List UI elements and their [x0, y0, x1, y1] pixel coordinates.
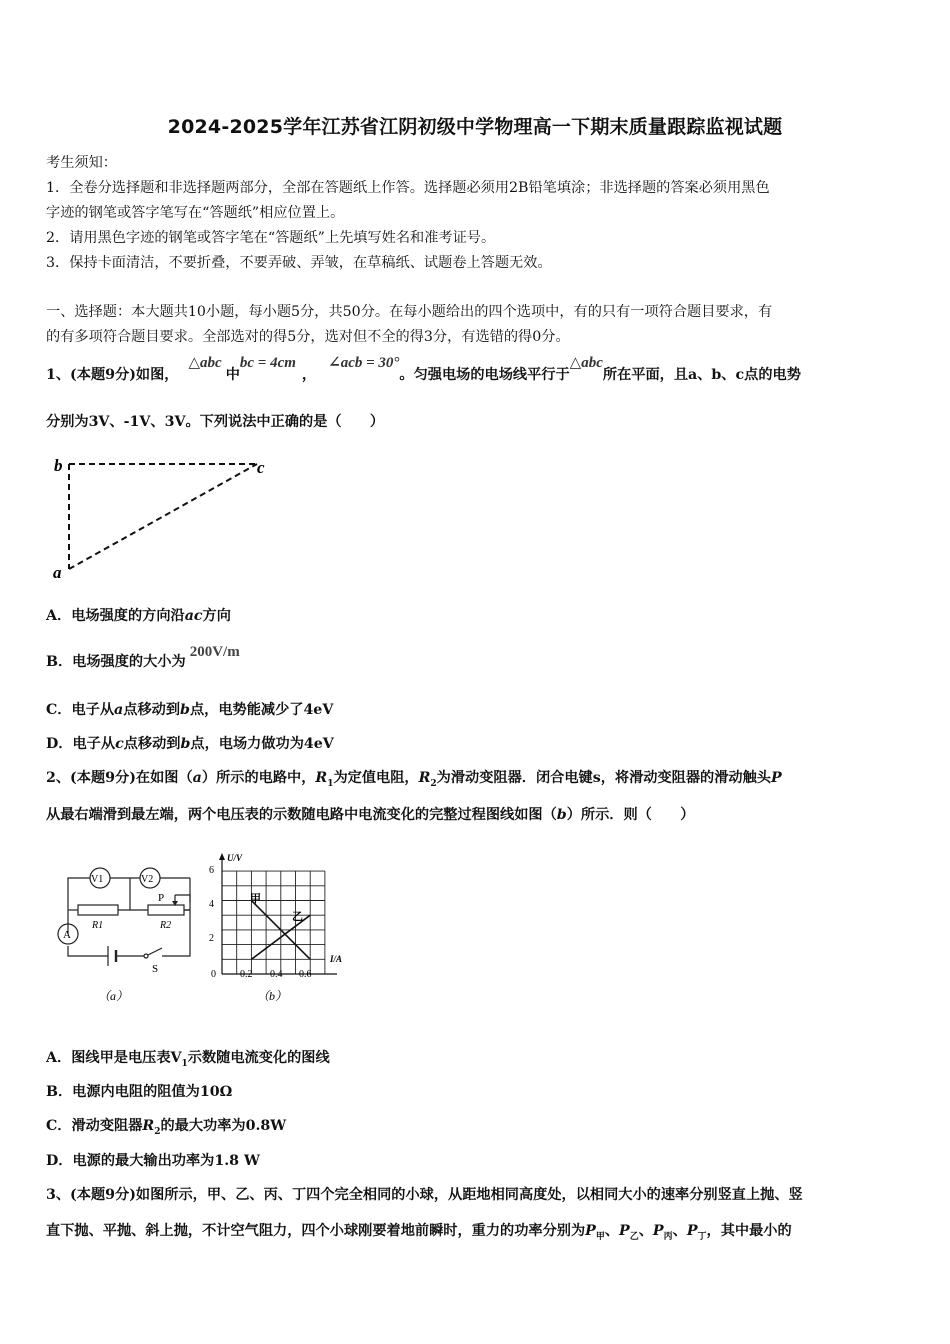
q1-math-angle: ∠acb = 30° [328, 355, 400, 371]
q1-option-a-text-end: 方向 [202, 608, 231, 624]
q1-stem-part: 1、(本题9分)如图， [46, 367, 179, 383]
q3-sub: 甲 [595, 1231, 605, 1242]
q2-option-c [46, 1116, 908, 1142]
slider-p [175, 895, 190, 902]
graph-ytick-4: 4 [209, 899, 214, 910]
q3-text: 直下抛、平抛、斜上抛，不计空气阻力，四个小球刚要着地前瞬时，重力的功率分别为 [46, 1223, 586, 1239]
notice-heading: 考生须知： [46, 155, 117, 171]
q2-var: R [418, 770, 431, 786]
q2-option-c-var: R [142, 1118, 155, 1134]
q2-stem-line-2 [46, 805, 908, 825]
q1-option-c-text: 点移动到 [123, 702, 181, 718]
circuit-wire [68, 946, 108, 956]
q1-option-d [46, 734, 908, 754]
graph-label-jia: 甲 [250, 893, 261, 905]
notice-item-2: 2．请用黑色字迹的钢笔或答字笔在“答题纸”上先填写姓名和准考证号。 [46, 230, 496, 246]
q2-text: ）所示的电路中， [201, 770, 316, 786]
q2-option-a [46, 1048, 908, 1074]
q1-stem-part: ， [301, 367, 317, 383]
q1-option-d-text-end: 点，电场力做功为4eV [190, 736, 334, 752]
q1-triangle-figure [50, 452, 280, 582]
circuit-wire [68, 878, 90, 934]
graph-ytick-0: 0 [211, 969, 216, 980]
graph-xtick-0.6: 0.6 [299, 969, 312, 980]
q2-text: 为滑动变阻器．闭合电键s，将滑动变阻器的滑动触头 [436, 770, 771, 786]
q3-var: P [652, 1223, 664, 1239]
q2-stem-line-1 [46, 768, 908, 794]
q2-option-a-text: A．图线甲是电压表V [46, 1050, 182, 1066]
q2-option-b: B．电源内电阻的阻值为10Ω [46, 1084, 233, 1100]
circuit-wire [162, 910, 190, 956]
graph-x-label: I/A [330, 954, 343, 964]
graph-ytick-6: 6 [209, 865, 214, 876]
q1-option-c-text: C．电子从 [46, 702, 115, 718]
q3-var: P [585, 1223, 596, 1239]
q3-sub: 丙 [663, 1231, 673, 1242]
q2-sub: 2 [430, 778, 437, 789]
q3-sub: 乙 [629, 1231, 639, 1242]
q3-stem-line-2 [46, 1221, 908, 1247]
graph-y-arrow [219, 853, 225, 860]
circuit-label-v2: V2 [141, 874, 154, 885]
q1-option-c-var: b [180, 702, 190, 718]
graph-label-yi: 乙 [292, 911, 303, 923]
section-intro-line-1: 一、选择题：本大题共10小题，每小题5分，共50分。在每小题给出的四个选项中，有的只有一项符合题目要求，有 [46, 304, 773, 320]
notice-item-3: 3．保持卡面清洁，不要折叠，不要弄破、弄皱，在草稿纸、试题卷上答题无效。 [46, 255, 552, 271]
q2-text: ）所示．则（ ） [566, 807, 695, 823]
q1-option-c [46, 700, 908, 720]
q2-var: a [192, 770, 202, 786]
resistor-r2 [148, 905, 184, 915]
q1-option-c-var: a [114, 702, 124, 718]
q1-option-d-var: b [180, 736, 191, 752]
q1-math-triangle-2: △abc [569, 355, 603, 371]
q2-var: P [770, 770, 782, 786]
graph-xtick-0.2: 0.2 [240, 969, 253, 980]
q1-math-triangle: △abc [188, 355, 222, 371]
circuit-caption: （a） [98, 989, 129, 1003]
q2-text: 2、(本题9分)在如图（ [46, 770, 193, 786]
q2-sub: 1 [327, 778, 334, 789]
switch-lever [148, 948, 162, 955]
q2-option-c-text-end: 的最大功率为0.8W [160, 1118, 287, 1134]
q2-graph-figure [205, 848, 365, 1008]
circuit-label-p: P [158, 892, 165, 904]
circuit-wire [184, 878, 190, 910]
q2-text: 从最右端滑到最左端，两个电压表的示数随电路中电流变化的完整过程图线如图（ [46, 807, 557, 823]
q1-option-d-var: c [115, 736, 124, 752]
q1-stem-part: 所在平面，且a、b、c点的电势 [602, 367, 801, 383]
q1-option-b [46, 644, 908, 672]
q1-label-a: a [53, 563, 62, 582]
q2-circuit-figure [50, 858, 210, 1008]
q3-stem-line-1: 3、(本题9分)如图所示，甲、乙、丙、丁四个完全相同的小球，从距地相同高度处，以相同大小的速率分别竖直上抛、竖 [46, 1187, 803, 1203]
q2-option-c-text: C．滑动变阻器 [46, 1118, 143, 1134]
q1-math-bc: bc = 4cm [239, 355, 296, 371]
circuit-label-v1: V1 [91, 874, 104, 885]
circuit-label-r1: R1 [92, 920, 104, 931]
q3-var: P [619, 1223, 630, 1239]
q2-option-c-sub: 2 [154, 1126, 161, 1137]
q1-option-a-var: ac [184, 608, 203, 624]
q2-option-a-text-end: 示数随电流变化的图线 [187, 1050, 330, 1066]
q3-text-end: ，其中最小的 [706, 1223, 792, 1239]
circuit-label-a: A [63, 929, 71, 941]
q1-stem-line-1 [46, 355, 908, 385]
q2-var: R [315, 770, 328, 786]
q3-var: P [686, 1223, 698, 1239]
q3-sub: 丁 [697, 1231, 707, 1242]
q1-edge-ac [69, 464, 257, 569]
q3-text: 、 [638, 1223, 653, 1239]
q2-text: 为定值电阻， [333, 770, 419, 786]
switch-contact [144, 954, 148, 958]
notice-item-1-line-1: 1．全卷分选择题和非选择题两部分，全部在答题纸上作答。选择题必须用2B铅笔填涂；非选择题的答案必须用黑色 [46, 180, 770, 196]
graph-xtick-0.4: 0.4 [270, 969, 283, 980]
q1-option-b-text: B．电场强度的大小为 [46, 654, 186, 670]
q1-option-d-text: D．电子从 [46, 736, 116, 752]
q2-var: b [556, 807, 567, 823]
page-title: 2024-2025学年江苏省江阴初级中学物理高一下期末质量跟踪监视试题 [167, 116, 783, 138]
q1-stem-part: 中 [225, 367, 240, 383]
resistor-r1 [78, 905, 118, 915]
notice-item-1-line-2: 字迹的钢笔或答字笔写在“答题纸”相应位置上。 [46, 205, 345, 221]
q2-option-a-sub: 1 [181, 1058, 188, 1069]
q1-option-c-text-end: 点，电势能减少了4eV [189, 702, 334, 718]
graph-caption: （b） [257, 989, 288, 1003]
circuit-label-r2: R2 [160, 920, 172, 931]
q2-option-d: D．电源的最大输出功率为1.8 W [46, 1153, 260, 1169]
graph-y-label: U/V [227, 853, 243, 863]
section-intro-line-2: 的有多项符合题目要求。全部选对的得5分，选对但不全的得3分，有选错的得0分。 [46, 329, 570, 345]
q1-stem-line-2: 分别为3V、-1V、3V。下列说法中正确的是（ ） [46, 414, 385, 430]
q3-text: 、 [604, 1223, 620, 1239]
q3-text: 、 [672, 1223, 687, 1239]
graph-ytick-2: 2 [209, 933, 214, 944]
q1-label-b: b [54, 456, 63, 475]
q1-label-c: c [257, 458, 265, 477]
q1-option-d-text: 点移动到 [123, 736, 181, 752]
q1-option-a [46, 606, 908, 626]
circuit-label-s: S [152, 963, 159, 975]
q1-stem-part: 。匀强电场的电场线平行于 [399, 367, 570, 383]
q1-option-b-math: 200V/m [189, 644, 240, 660]
q1-option-a-text: A．电场强度的方向沿 [46, 608, 185, 624]
